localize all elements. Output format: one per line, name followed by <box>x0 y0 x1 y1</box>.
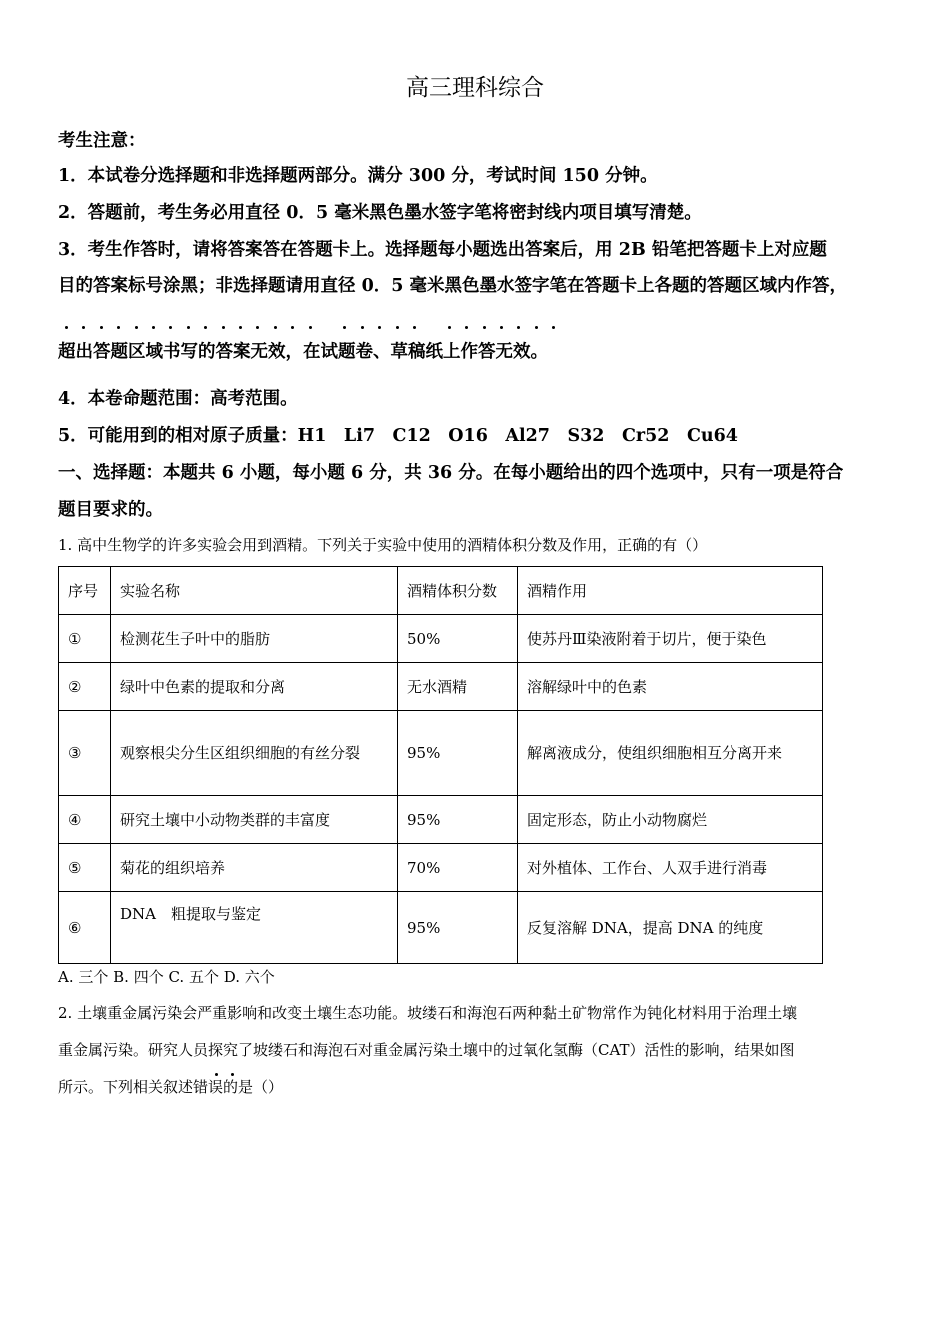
emphasis-dot <box>100 326 103 329</box>
emphasis-dot <box>222 326 225 329</box>
emphasis-dot <box>152 326 155 329</box>
emphasis-dot <box>535 326 538 329</box>
experiment-table <box>58 566 823 964</box>
table-row <box>59 796 823 844</box>
notice-item-3-line-2: 目的答案标号涂黑；非选择题请用直径 0．5 毫米黑色墨水签字笔在答题卡上各题的答题区域内作答， <box>58 276 848 296</box>
row-number: ⑥ <box>59 892 111 964</box>
emphasis-dot <box>169 326 172 329</box>
table-header-cell: 酒精作用 <box>518 567 823 615</box>
emphasis-dot <box>343 326 346 329</box>
row-number: ⑤ <box>59 844 111 892</box>
alcohol-role: 固定形态，防止小动物腐烂 <box>518 796 823 844</box>
row-number: ① <box>59 615 111 663</box>
notice-heading: 考生注意： <box>58 131 146 151</box>
emphasis-dot <box>117 326 120 329</box>
emphasis-dot <box>517 326 520 329</box>
emphasis-dot <box>135 326 138 329</box>
emphasis-dot <box>239 326 242 329</box>
page-title: 高三理科综合 <box>406 75 544 101</box>
alcohol-role: 溶解绿叶中的色素 <box>518 663 823 711</box>
emphasis-dot <box>82 326 85 329</box>
alcohol-concentration: 95% <box>398 892 518 964</box>
alcohol-role: 反复溶解 DNA，提高 DNA 的纯度 <box>518 892 823 964</box>
emphasis-dot <box>204 326 207 329</box>
emphasis-dot <box>378 326 381 329</box>
table-header-row <box>59 567 823 615</box>
experiment-name: 研究土壤中小动物类群的丰富度 <box>111 796 398 844</box>
question-1-options: A. 三个 B. 四个 C. 五个 D. 六个 <box>58 968 275 986</box>
row-number: ③ <box>59 711 111 796</box>
emphasis-dot <box>396 326 399 329</box>
row-number: ② <box>59 663 111 711</box>
experiment-name: 菊花的组织培养 <box>111 844 398 892</box>
notice-item-2: 2．答题前，考生务必用直径 0．5 毫米黑色墨水签字笔将密封线内项目填写清楚。 <box>58 203 702 223</box>
table-row <box>59 663 823 711</box>
experiment-name: 检测花生子叶中的脂肪 <box>111 615 398 663</box>
emphasis-dot <box>448 326 451 329</box>
question-2-line-1: 2. 土壤重金属污染会严重影响和改变土壤生态功能。坡缕石和海泡石两种黏土矿物常作为钝化材料用于治理土壤 <box>58 1004 798 1022</box>
table-row <box>59 615 823 663</box>
alcohol-concentration: 无水酒精 <box>398 663 518 711</box>
emphasis-dot <box>483 326 486 329</box>
emphasis-dot <box>65 326 68 329</box>
emphasis-dot <box>552 326 555 329</box>
table-header-cell: 酒精体积分数 <box>398 567 518 615</box>
emphasis-dot <box>256 326 259 329</box>
notice-item-3-line-3: 超出答题区域书写的答案无效，在试题卷、草稿纸上作答无效。 <box>58 342 548 362</box>
emphasis-dot <box>309 326 312 329</box>
row-number: ④ <box>59 796 111 844</box>
notice-item-3-line-1: 3．考生作答时，请将答案答在答题卡上。选择题每小题选出答案后，用 2B 铅笔把答题卡上对应题 <box>58 240 827 260</box>
experiment-name: 绿叶中色素的提取和分离 <box>111 663 398 711</box>
alcohol-concentration: 70% <box>398 844 518 892</box>
question-2-line-2: 重金属污染。研究人员探究了坡缕石和海泡石对重金属污染土壤中的过氧化氢酶（CAT）活性的影响，结果如图 <box>58 1041 795 1059</box>
emphasis-dot <box>187 326 190 329</box>
alcohol-concentration: 95% <box>398 711 518 796</box>
emphasis-dot <box>291 326 294 329</box>
table-row <box>59 711 823 796</box>
emphasis-dot <box>413 326 416 329</box>
alcohol-role: 使苏丹Ⅲ染液附着于切片，便于染色 <box>518 615 823 663</box>
emphasis-dot <box>465 326 468 329</box>
experiment-name: 观察根尖分生区组织细胞的有丝分裂 <box>111 711 398 796</box>
question-2-line-3: 所示。下列相关叙述错误的是（） <box>58 1078 284 1096</box>
notice-item-4: 4．本卷命题范围：高考范围。 <box>58 389 298 409</box>
emphasis-dots <box>58 326 638 336</box>
alcohol-concentration: 50% <box>398 615 518 663</box>
alcohol-concentration: 95% <box>398 796 518 844</box>
section-heading-line-2: 题目要求的。 <box>58 500 163 520</box>
table-header-cell: 实验名称 <box>111 567 398 615</box>
table-row <box>59 844 823 892</box>
notice-item-1: 1．本试卷分选择题和非选择题两部分。满分 300 分，考试时间 150 分钟。 <box>58 166 658 186</box>
emphasis-dot <box>361 326 364 329</box>
alcohol-role: 解离液成分，使组织细胞相互分离开来 <box>518 711 823 796</box>
alcohol-role: 对外植体、工作台、人双手进行消毒 <box>518 844 823 892</box>
section-heading-line-1: 一、选择题：本题共 6 小题，每小题 6 分，共 36 分。在每小题给出的四个选项中，只有一项是符合 <box>58 463 844 483</box>
experiment-name: DNA 粗提取与鉴定 <box>111 892 398 964</box>
emphasis-dot <box>274 326 277 329</box>
table-header-cell: 序号 <box>59 567 111 615</box>
notice-item-5: 5．可能用到的相对原子质量：H1 Li7 C12 O16 Al27 S32 Cr52 Cu64 <box>58 426 738 446</box>
table-row <box>59 892 823 964</box>
question-1-stem: 1. 高中生物学的许多实验会用到酒精。下列关于实验中使用的酒精体积分数及作用，正确的有（） <box>58 536 708 554</box>
emphasis-dot <box>500 326 503 329</box>
